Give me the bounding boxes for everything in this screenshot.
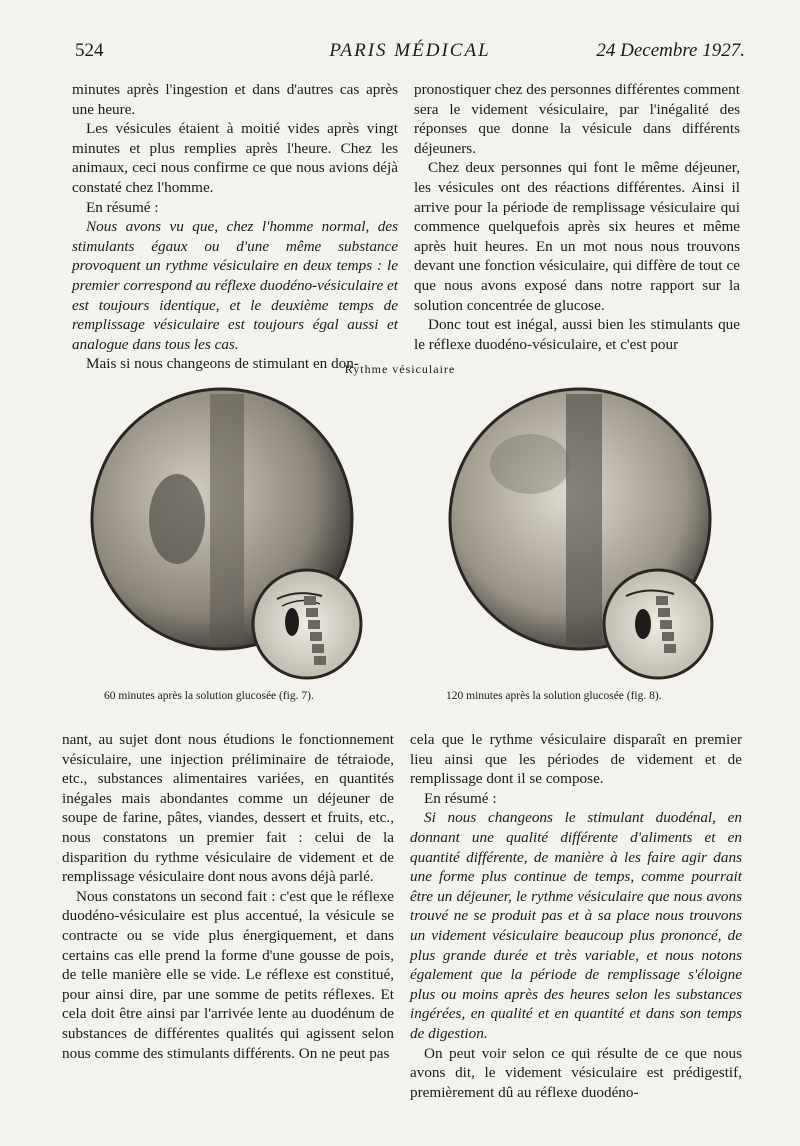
figure-7-caption: 60 minutes après la solution glucosée (fig. 7). — [104, 690, 314, 702]
paragraph: nant, au sujet dont nous étudions le fonctionnement vésiculaire, une injection préliminaire de tétraiode, etc., substances alimentaires variées, en quantités inégales mais abondantes comme un déjeuner de soupe de farine, pâtes, viandes, dessert et fruits, etc., nous constatons un premier fait : celui de la disparition du rythme vésiculaire de videment et de remplissage vésiculaire dont nous avons déjà parlé. — [62, 731, 394, 886]
inset-diagram — [253, 570, 361, 678]
paragraph: Chez deux personnes qui font le même déjeuner, les vésicules ont des réactions différentes. Ainsi il arrive pour la période de remplissage vésiculaire qui commence quelquefois après six heures et même après huit heures. En un mot nous nous trouvons devant une fonction vésiculaire, qui diffère de tout ce que nous avons exposé dans notre rapport sur la solution concentrée de glucose. — [414, 159, 740, 314]
xray-figure-8 — [440, 384, 740, 684]
paragraph: minutes après l'ingestion et dans d'autres cas après une heure. — [72, 81, 398, 118]
paragraph: Les vésicules étaient à moitié vides après vingt minutes et plus remplies après l'heure. Chez les animaux, ceci nous confirme ce que nous avions déjà constaté chez l'homme. — [72, 120, 398, 196]
paragraph: Si nous changeons le stimulant duodénal, en donnant une qualité différente d'aliments et en quantité différente, de manière à les faire agir dans une forme plus continue de temps, comme pourrait être un déjeuner, le rythme vésiculaire que nous avons trouvé ne se produit pas et à sa place nous trouvons un videment vésiculaire beaucoup plus prononcé, de plus grande durée et très variable, et nous notons également que la période de remplissage s'éloigne plus ou moins après des heures selon les substances ingérées, en qualité et en quantité et dans son temps de digestion. — [410, 809, 742, 1042]
paragraph: Nous avons vu que, chez l'homme normal, des stimulants égaux ou d'une même substance provoquent un rythme vésiculaire en deux temps : le premier correspond au réflexe duodéno-vésiculaire et est toujours identique, et le deuxième temps de remplissage vésiculaire est toujours égal aussi et analogue dans tous les cas. — [72, 218, 399, 353]
journal-title: PARIS MÉDICAL — [329, 40, 491, 61]
paragraph: Mais si nous changeons de stimulant en don- — [86, 355, 359, 373]
text-column-4 — [410, 730, 742, 1102]
figure-title: Rythme vésiculaire — [344, 362, 456, 376]
paragraph: En résumé : — [86, 198, 159, 216]
paragraph: Nous constatons un second fait : c'est que le réflexe duodéno-vésiculaire est plus accentué, la vésicule se contracte ou se vide plus énergiquement, et dans certains cas elle prend la forme d'une gousse de pois, de telle manière elle se vide. Le réflexe est constitué, pour ainsi dire, par une somme de petits réflexes. Et cela doit être ainsi par l'arrivée lente au duodénum de substances de différentes qualités qui agissent selon nous comme des stimulants différents. On ne peut pas — [62, 887, 394, 1062]
text-column-2 — [414, 80, 740, 354]
text-column-3 — [62, 730, 394, 1063]
page-number: 524 — [75, 40, 104, 61]
paragraph: On peut voir selon ce qui résulte de ce que nous avons dit, le videment vésiculaire est prédigestif, premièrement dû au réflexe duodéno- — [410, 1044, 742, 1101]
page-header — [75, 40, 745, 70]
paragraph: Donc tout est inégal, aussi bien les stimulants que le réflexe duodéno-vésiculaire, et c'est pour — [414, 316, 740, 353]
inset-diagram — [604, 570, 712, 678]
gallbladder-shadow — [149, 474, 205, 564]
paragraph: cela que le rythme vésiculaire disparaît en premier lieu ainsi que les périodes de videment et de remplissage dont il se compose. — [410, 731, 742, 788]
text-column-1 — [72, 80, 398, 374]
issue-date: 24 Decembre 1927. — [596, 40, 745, 61]
paragraph: pronostiquer chez des personnes différentes comment sera le videment vésiculaire, par l'inégalité des réponses que donne la vésicule dans différents déjeuners. — [414, 81, 740, 157]
xray-figure-7 — [82, 384, 382, 684]
paragraph: En résumé : — [424, 789, 497, 807]
figure-8-caption: 120 minutes après la solution glucosée (fig. 8). — [446, 690, 662, 702]
